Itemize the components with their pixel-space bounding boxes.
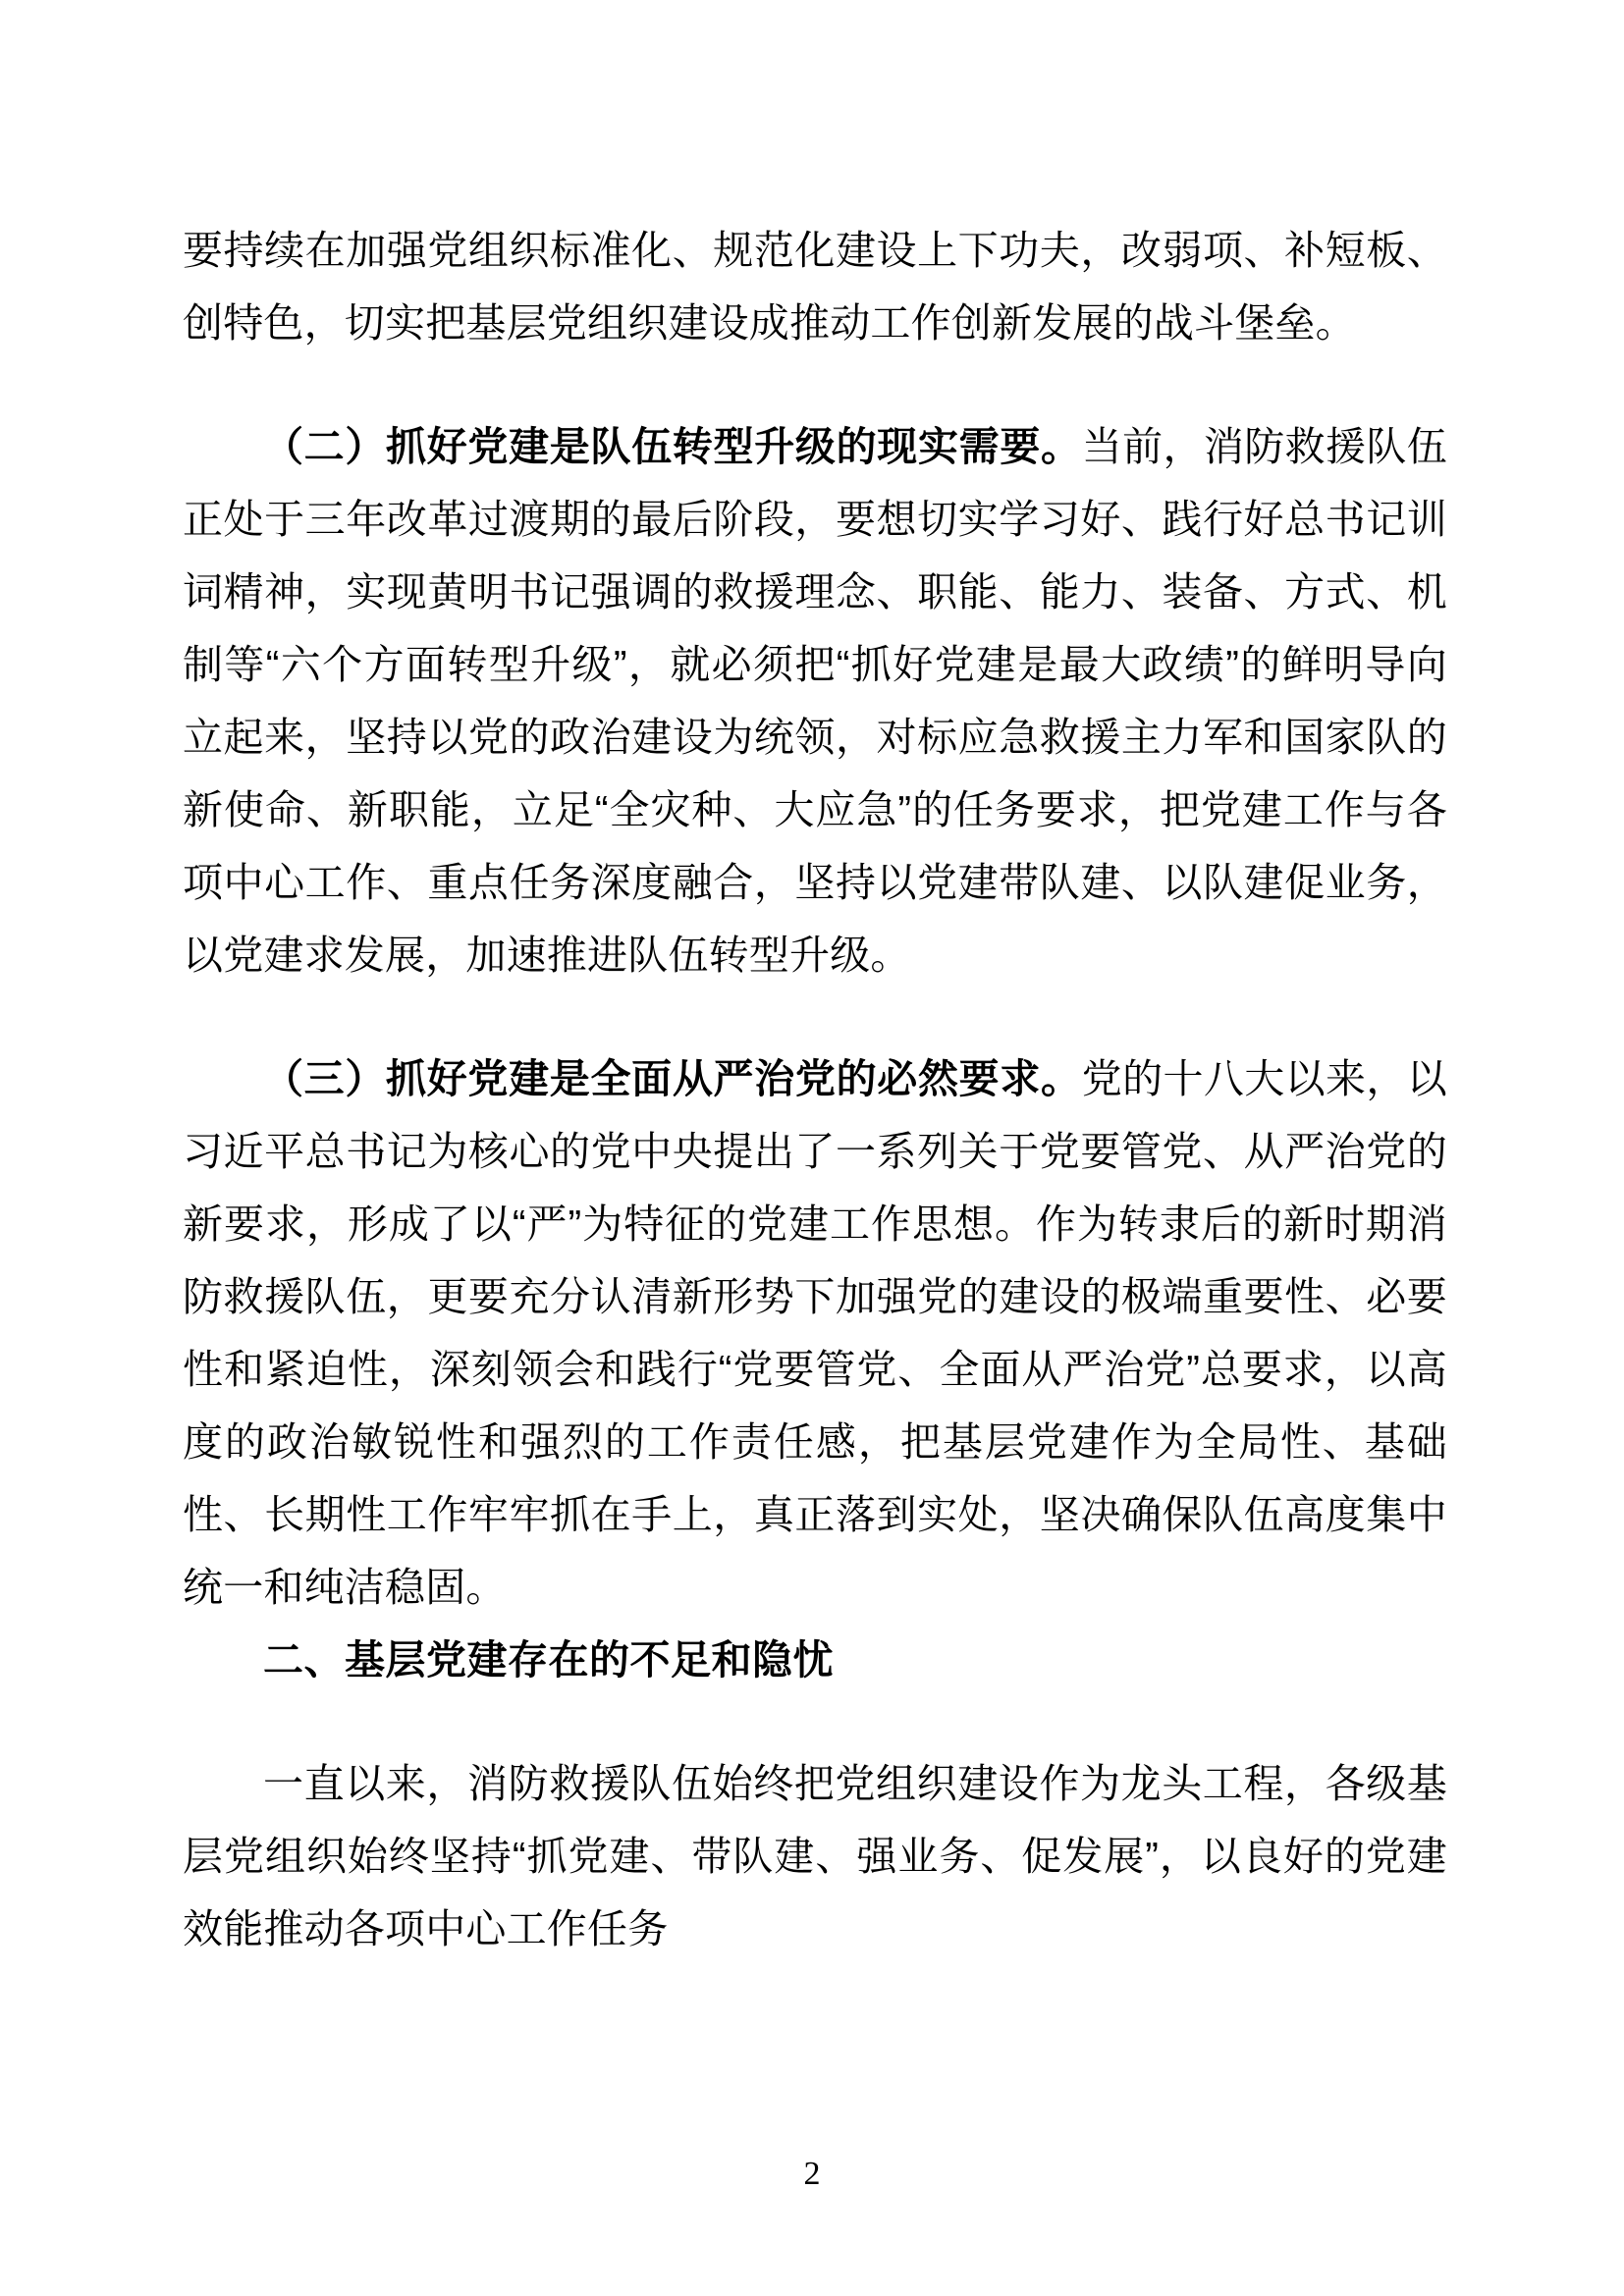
paragraph-section-two-body: 当前，消防救援队伍正处于三年改革过渡期的最后阶段，要想切实学习好、践行好总书记训词精神，实现黄明书记强调的救援理念、职能、能力、装备、方式、机制等“六个方面转型升级”，就必须把“抓好党建是最大政绩”的鲜明导向立起来，坚持以党的政治建设为统领，对标应急救援主力军和国家队的新使命、新职能，立足“全灾种、大应急”的任务要求，把党建工作与各项中心工作、重点任务深度融合，坚持以党建带队建、以队建促业务，以党建求发展，加速推进队伍转型升级。 xyxy=(183,424,1447,978)
heading-section-two: 二、基层党建存在的不足和隐忧 xyxy=(263,1637,834,1682)
page-content xyxy=(183,214,1447,1965)
paragraph-section-three xyxy=(183,1042,1447,1624)
paragraph-section-three-body: 党的十八大以来，以习近平总书记为核心的党中央提出了一系列关于党要管党、从严治党的新要求，形成了以“严”为特征的党建工作思想。作为转隶后的新时期消防救援队伍，更要充分认清新形势下加强党的建设的极端重要性、必要性和紧迫性，深刻领会和践行“党要管党、全面从严治党”总要求，以高度的政治敏锐性和强烈的工作责任感，把基层党建作为全局性、基础性、长期性工作牢牢抓在手上，真正落到实处，坚决确保队伍高度集中统一和纯洁稳固。 xyxy=(183,1056,1447,1610)
paragraph-section-two-lead: （二）抓好党建是队伍转型升级的现实需要。 xyxy=(263,424,1082,469)
paragraph-section-two xyxy=(183,410,1447,991)
paragraph-closing: 一直以来，消防救援队伍始终把党组织建设作为龙头工程，各级基层党组织始终坚持“抓党建、带队建、强业务、促发展”，以良好的党建效能推动各项中心工作任务 xyxy=(183,1761,1447,1951)
page-number: 2 xyxy=(803,2156,821,2192)
paragraph-continuation: 要持续在加强党组织标准化、规范化建设上下功夫，改弱项、补短板、创特色，切实把基层党组织建设成推动工作创新发展的战斗堡垒。 xyxy=(183,228,1447,346)
paragraph-section-three-lead: （三）抓好党建是全面从严治党的必然要求。 xyxy=(263,1056,1082,1101)
